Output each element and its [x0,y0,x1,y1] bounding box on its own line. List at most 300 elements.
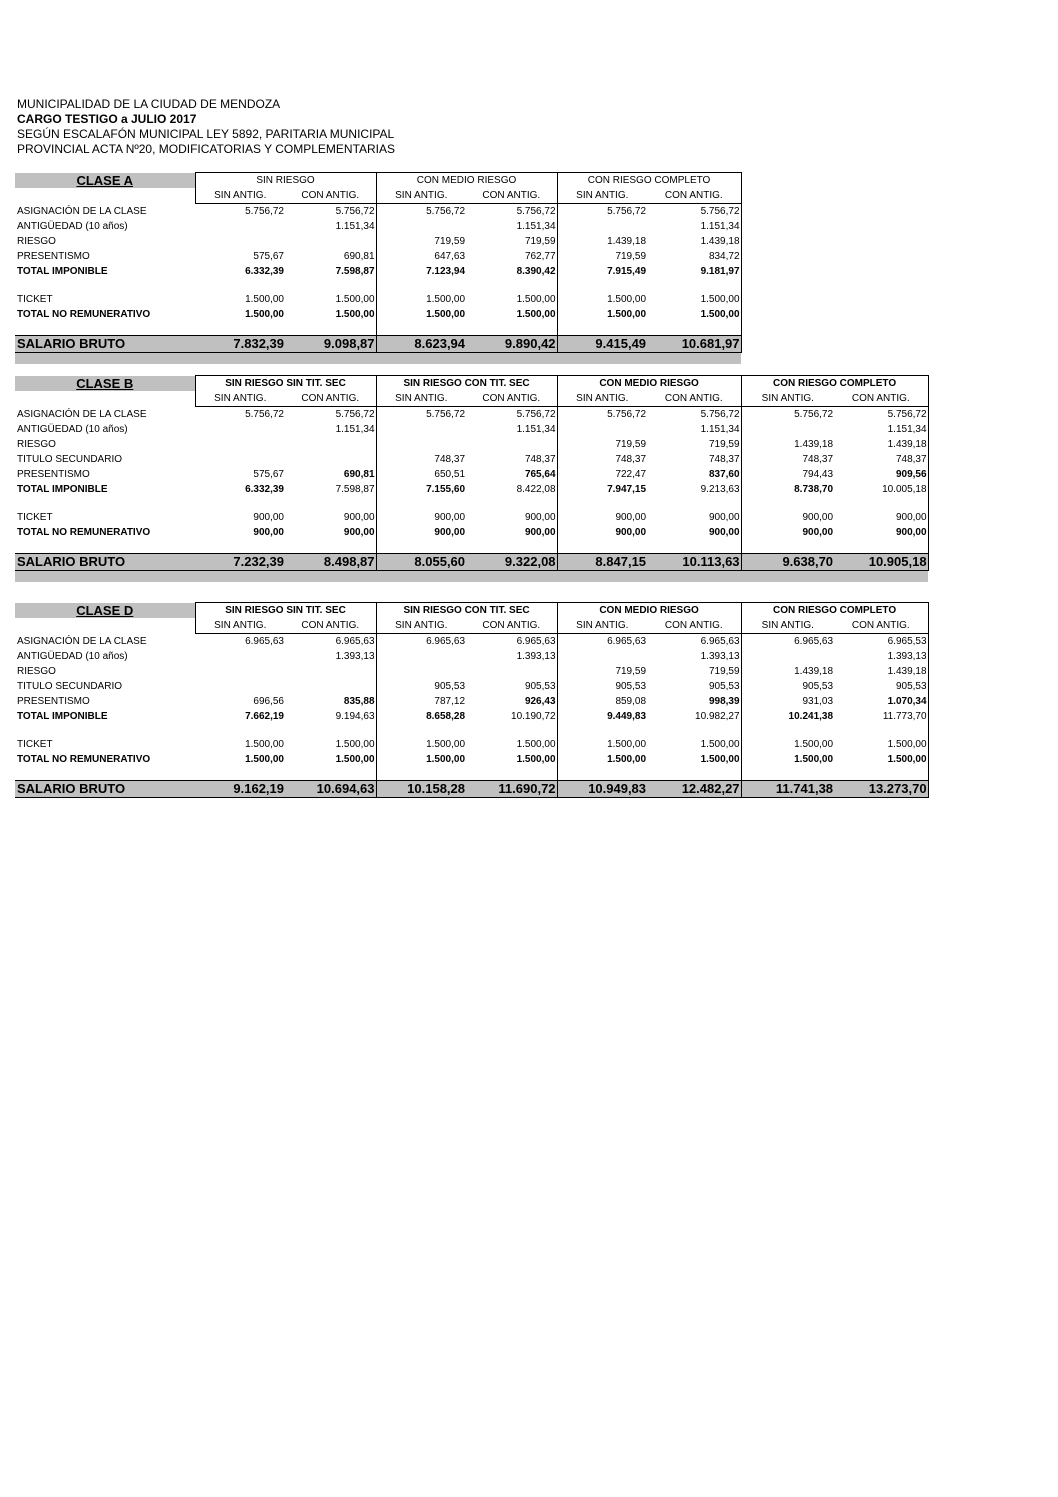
row-total-no-rem [15,307,741,322]
value-cell: 9.449,83 [607,711,647,722]
spacer-cell [285,724,376,737]
value-cell: 1.500,00 [466,737,557,752]
spacer-cell [647,767,741,781]
spacer-cell [741,497,834,510]
value-cell: 9.162,19 [195,781,285,798]
spacer-cell [466,322,557,336]
group-header: CON MEDIO RIESGO [376,173,557,189]
value-cell: 1.500,00 [285,737,376,752]
value-cell [376,649,466,664]
value-cell: 719,59 [615,439,647,450]
empty-cell [15,188,195,204]
spacer-cell [557,540,647,554]
separator-row [15,353,741,365]
spacer-cell [15,497,195,510]
spacer-cell [647,322,741,336]
value-cell: 748,37 [647,452,741,467]
row-ticket [15,292,741,307]
value-cell [285,679,376,694]
subheader-sin-antig: SIN ANTIG. [557,391,647,407]
row-riesgo [15,234,741,249]
row-bruto [15,554,928,571]
subheader-con-antig: CON ANTIG. [466,618,557,634]
value-cell: 1.500,00 [285,292,376,307]
row-ticket [15,510,928,525]
row-titulo [15,452,928,467]
spacer-cell [285,497,376,510]
value-cell: 8.738,70 [794,484,834,495]
subheader-row [15,188,741,204]
value-cell [285,664,376,679]
value-cell: 748,37 [802,454,834,465]
value-cell: 696,56 [253,696,284,707]
spacer-cell [557,767,647,781]
group-header: CON MEDIO RIESGO [557,603,741,619]
value-cell: 859,08 [615,696,647,707]
value-cell: 900,00 [802,512,834,523]
value-cell: 9.194,63 [285,709,376,724]
row-label: TICKET [17,294,53,305]
value-cell: 1.500,00 [794,754,834,765]
value-cell: 1.500,00 [607,754,647,765]
row-label: SALARIO BRUTO [15,781,195,798]
row-label: ANTIGÜEDAD (10 años) [17,424,128,435]
subheader-sin-antig: SIN ANTIG. [376,391,466,407]
spacer-cell [195,279,285,292]
group-header: SIN RIESGO [195,173,376,189]
value-cell: 1.500,00 [245,754,284,765]
row-label: SALARIO BRUTO [15,554,195,571]
value-cell: 10.005,18 [834,482,928,497]
row-presentismo [15,467,928,482]
row-label: TOTAL NO REMUNERATIVO [17,754,151,765]
value-cell: 5.756,72 [245,206,284,217]
group-header: SIN RIESGO SIN TIT. SEC [195,603,376,619]
value-cell: 10.190,72 [466,709,557,724]
value-cell [195,437,285,452]
row-ticket [15,737,928,752]
value-cell: 5.756,72 [285,407,376,423]
row-riesgo [15,664,928,679]
value-cell: 900,00 [615,527,647,538]
value-cell: 1.439,18 [794,666,834,677]
value-cell: 719,59 [615,666,647,677]
value-cell: 1.439,18 [834,664,928,679]
value-cell: 1.393,13 [647,649,741,664]
value-cell: 12.482,27 [647,781,741,798]
value-cell: 1.393,13 [466,649,557,664]
value-cell: 1.393,13 [834,649,928,664]
subheader-con-antig: CON ANTIG. [834,391,928,407]
value-cell [195,219,285,234]
row-asignacion [15,204,741,220]
header-line-escalafon: SEGÚN ESCALAFÓN MUNICIPAL LEY 5892, PARITARIA MUNICIPAL [17,127,395,141]
spacer-row [15,540,928,554]
value-cell: 1.439,18 [834,437,928,452]
spacer-cell [15,724,195,737]
row-label: TOTAL IMPONIBLE [17,711,108,722]
value-cell [285,452,376,467]
value-cell: 1.500,00 [647,307,741,322]
subheader-sin-antig: SIN ANTIG. [741,618,834,634]
subheader-con-antig: CON ANTIG. [285,188,376,204]
value-cell: 900,00 [802,527,834,538]
value-cell [195,234,285,249]
value-cell [285,437,376,452]
value-cell: 765,64 [466,467,557,482]
value-cell [195,422,285,437]
value-cell: 6.965,63 [466,634,557,650]
subheader-sin-antig: SIN ANTIG. [195,391,285,407]
value-cell: 5.756,72 [245,409,284,420]
spacer-cell [466,279,557,292]
value-cell: 722,47 [615,469,647,480]
value-cell: 10.949,83 [557,781,647,798]
spacer-cell [466,767,557,781]
value-cell: 1.500,00 [834,752,928,767]
value-cell: 748,37 [615,454,647,465]
value-cell: 8.658,28 [426,711,466,722]
spacer-cell [466,540,557,554]
value-cell: 690,81 [285,467,376,482]
value-cell: 837,60 [647,467,741,482]
value-cell: 900,00 [466,525,557,540]
row-label: PRESENTISMO [17,251,90,262]
subheader-con-antig: CON ANTIG. [834,618,928,634]
spacer-cell [376,497,466,510]
spacer-cell [15,279,195,292]
value-cell: 900,00 [834,510,928,525]
group-header: CON MEDIO RIESGO [557,376,741,392]
spacer-cell [195,724,285,737]
spacer-cell [834,497,928,510]
value-cell: 5.756,72 [607,409,647,420]
spacer-cell [285,767,376,781]
spacer-cell [741,767,834,781]
spacer-cell [15,540,195,554]
value-cell: 900,00 [647,510,741,525]
value-cell: 5.756,72 [834,407,928,423]
row-titulo [15,679,928,694]
value-cell: 1.500,00 [607,309,647,320]
subheader-con-antig: CON ANTIG. [647,391,741,407]
group-header-row [15,173,741,189]
group-header: CON RIESGO COMPLETO [741,376,928,392]
spacer-cell [285,540,376,554]
value-cell: 900,00 [834,525,928,540]
value-cell: 1.500,00 [426,309,466,320]
value-cell: 905,53 [834,679,928,694]
row-antiguedad [15,422,928,437]
value-cell: 1.151,34 [285,219,376,234]
value-cell: 1.439,18 [794,439,834,450]
row-label: RIESGO [17,666,56,677]
row-label: ANTIGÜEDAD (10 años) [17,221,128,232]
row-label: TOTAL IMPONIBLE [17,266,108,277]
value-cell: 8.055,60 [376,554,466,571]
spacer-cell [466,497,557,510]
value-cell: 7.947,15 [607,484,647,495]
subheader-con-antig: CON ANTIG. [647,188,741,204]
value-cell: 900,00 [615,512,647,523]
empty-cell [15,391,195,407]
value-cell [376,219,466,234]
value-cell: 9.213,63 [647,482,741,497]
value-cell [376,664,466,679]
value-cell: 8.623,94 [376,336,466,353]
value-cell: 905,53 [466,679,557,694]
row-total-imponible [15,709,928,724]
value-cell: 7.832,39 [195,336,285,353]
subheader-con-antig: CON ANTIG. [285,618,376,634]
value-cell: 1.151,34 [834,422,928,437]
spacer-cell [15,767,195,781]
value-cell: 900,00 [647,525,741,540]
value-cell [195,452,285,467]
clase-d-table [15,602,929,798]
value-cell: 1.500,00 [245,309,284,320]
spacer-cell [195,497,285,510]
value-cell: 1.439,18 [607,236,647,247]
value-cell: 10.158,28 [376,781,466,798]
row-antiguedad [15,649,928,664]
group-header: SIN RIESGO CON TIT. SEC [376,376,557,392]
clase-b-table [15,375,929,582]
spacer-cell [195,540,285,554]
value-cell: 6.965,63 [426,636,466,647]
row-presentismo [15,694,928,709]
value-cell: 6.965,63 [245,636,284,647]
value-cell: 6.332,39 [245,266,284,277]
value-cell [376,437,466,452]
group-header-row [15,376,928,392]
value-cell: 7.232,39 [195,554,285,571]
class-title: CLASE A [15,173,195,189]
value-cell: 6.965,63 [285,634,376,650]
value-cell: 748,37 [434,454,466,465]
row-label: TICKET [17,739,53,750]
row-label: RIESGO [17,236,56,247]
value-cell: 1.500,00 [426,294,466,305]
clase-a-table [15,172,742,364]
value-cell: 762,77 [466,249,557,264]
value-cell: 6.965,63 [607,636,647,647]
separator-cell [15,353,741,365]
value-cell: 575,67 [253,469,284,480]
subheader-sin-antig: SIN ANTIG. [376,618,466,634]
subheader-con-antig: CON ANTIG. [285,391,376,407]
value-cell: 9.890,42 [466,336,557,353]
value-cell: 1.500,00 [647,737,741,752]
value-cell: 905,53 [615,681,647,692]
value-cell: 1.500,00 [245,739,284,750]
spacer-row [15,767,928,781]
value-cell: 1.500,00 [834,737,928,752]
value-cell: 13.273,70 [834,781,928,798]
value-cell [195,649,285,664]
spacer-row [15,724,928,737]
subheader-row [15,391,928,407]
spacer-cell [376,279,466,292]
subheader-sin-antig: SIN ANTIG. [376,188,466,204]
value-cell: 8.498,87 [285,554,376,571]
value-cell: 6.965,63 [794,636,834,647]
value-cell: 719,59 [434,236,466,247]
row-total-no-rem [15,525,928,540]
value-cell: 998,39 [647,694,741,709]
value-cell: 1.500,00 [285,752,376,767]
value-cell: 794,43 [802,469,834,480]
spacer-cell [647,279,741,292]
value-cell: 9.638,70 [741,554,834,571]
spacer-row [15,322,741,336]
row-total-imponible [15,482,928,497]
value-cell: 575,67 [253,251,284,262]
value-cell: 7.662,19 [245,711,284,722]
value-cell: 6.965,53 [834,634,928,650]
value-cell: 1.393,13 [285,649,376,664]
value-cell [195,664,285,679]
value-cell: 9.415,49 [557,336,647,353]
value-cell: 905,53 [802,681,834,692]
value-cell: 9.322,08 [466,554,557,571]
class-title: CLASE B [15,376,195,392]
value-cell [376,422,466,437]
group-header: CON RIESGO COMPLETO [741,603,928,619]
value-cell: 647,63 [434,251,466,262]
subheader-sin-antig: SIN ANTIG. [557,618,647,634]
value-cell [466,664,557,679]
value-cell: 719,59 [647,437,741,452]
row-presentismo [15,249,741,264]
spacer-cell [647,724,741,737]
row-label: TOTAL NO REMUNERATIVO [17,309,151,320]
document-header [17,97,395,157]
group-header: SIN RIESGO CON TIT. SEC [376,603,557,619]
subheader-sin-antig: SIN ANTIG. [557,188,647,204]
value-cell: 909,56 [834,467,928,482]
value-cell: 905,53 [434,681,466,692]
spacer-cell [834,767,928,781]
value-cell: 1.500,00 [285,307,376,322]
value-cell: 1.500,00 [466,307,557,322]
subheader-sin-antig: SIN ANTIG. [195,618,285,634]
row-label: ASIGNACIÓN DE LA CLASE [17,635,147,647]
value-cell: 10.681,97 [647,336,741,353]
row-label: TOTAL IMPONIBLE [17,484,108,495]
value-cell: 5.756,72 [285,204,376,220]
spacer-cell [557,279,647,292]
group-header: SIN RIESGO SIN TIT. SEC [195,376,376,392]
header-line-municipality: MUNICIPALIDAD DE LA CIUDAD DE MENDOZA [17,97,281,111]
spacer-cell [557,724,647,737]
value-cell: 931,03 [802,696,834,707]
value-cell: 1.500,00 [426,754,466,765]
value-cell: 1.151,34 [647,422,741,437]
spacer-cell [376,767,466,781]
spacer-cell [285,322,376,336]
value-cell: 900,00 [434,527,466,538]
value-cell: 10.694,63 [285,781,376,798]
value-cell: 5.756,72 [794,409,834,420]
row-total-no-rem [15,752,928,767]
value-cell [195,679,285,694]
row-label: ASIGNACIÓN DE LA CLASE [17,408,147,420]
value-cell: 5.756,72 [607,206,647,217]
value-cell: 10.241,38 [788,711,834,722]
value-cell [466,437,557,452]
value-cell: 900,00 [253,527,284,538]
spacer-cell [647,497,741,510]
value-cell: 748,37 [466,452,557,467]
value-cell: 6.332,39 [245,484,284,495]
value-cell: 5.756,72 [466,204,557,220]
value-cell: 5.756,72 [426,206,466,217]
spacer-cell [195,767,285,781]
value-cell: 1.500,00 [607,739,647,750]
value-cell: 1.500,00 [245,294,284,305]
spacer-cell [647,540,741,554]
value-cell: 1.500,00 [466,292,557,307]
row-label: ANTIGÜEDAD (10 años) [17,651,128,662]
value-cell: 900,00 [285,510,376,525]
group-header-row [15,603,928,619]
spacer-row [15,497,928,510]
spacer-cell [834,724,928,737]
value-cell: 1.500,00 [426,739,466,750]
spacer-cell [195,322,285,336]
value-cell [741,422,834,437]
value-cell: 719,59 [466,234,557,249]
row-asignacion [15,634,928,650]
value-cell: 10.982,27 [647,709,741,724]
row-antiguedad [15,219,741,234]
value-cell: 1.151,34 [466,219,557,234]
value-cell: 1.151,34 [285,422,376,437]
value-cell: 1.151,34 [466,422,557,437]
spacer-cell [376,540,466,554]
value-cell [285,234,376,249]
value-cell: 7.123,94 [426,266,466,277]
value-cell: 5.756,72 [466,407,557,423]
value-cell [741,649,834,664]
subheader-con-antig: CON ANTIG. [647,618,741,634]
value-cell: 1.151,34 [647,219,741,234]
spacer-cell [15,322,195,336]
value-cell: 1.070,34 [834,694,928,709]
spacer-cell [741,540,834,554]
value-cell: 11.741,38 [741,781,834,798]
value-cell: 8.390,42 [466,264,557,279]
row-label: RIESGO [17,439,56,450]
value-cell: 719,59 [615,251,647,262]
value-cell: 926,43 [466,694,557,709]
value-cell: 834,72 [647,249,741,264]
row-total-imponible [15,264,741,279]
separator-row [15,571,928,583]
row-label: TICKET [17,512,53,523]
value-cell: 900,00 [434,512,466,523]
value-cell: 5.756,72 [647,204,741,220]
spacer-cell [741,724,834,737]
row-riesgo [15,437,928,452]
value-cell: 5.756,72 [426,409,466,420]
subheader-sin-antig: SIN ANTIG. [195,188,285,204]
value-cell: 7.598,87 [285,482,376,497]
row-label: ASIGNACIÓN DE LA CLASE [17,205,147,217]
spacer-cell [376,724,466,737]
value-cell: 1.500,00 [794,739,834,750]
